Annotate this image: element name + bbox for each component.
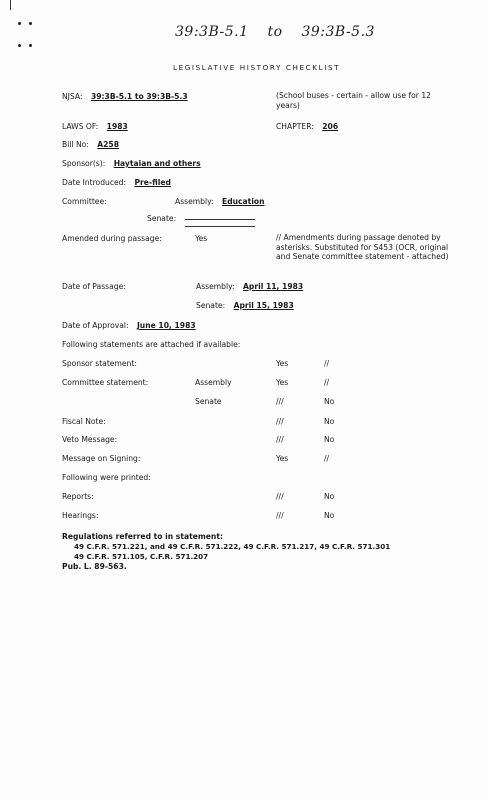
statement-label: Message on Signing: bbox=[62, 454, 141, 463]
sponsors-label: Sponsor(s): bbox=[62, 159, 106, 168]
chapter-value: 206 bbox=[322, 122, 339, 131]
committee-senate-underline bbox=[185, 221, 255, 229]
printed-heading: Following were printed: bbox=[62, 473, 151, 482]
statement-col2: // bbox=[324, 359, 330, 368]
handwritten-from: 39:3B-5.1 bbox=[175, 24, 249, 40]
chapter-label: CHAPTER: bbox=[276, 122, 314, 131]
subject-description: (School buses - certain - allow use for 12 years) bbox=[276, 91, 431, 110]
njsa-value: 39:3B-5.1 to 39:3B-5.3 bbox=[90, 92, 188, 101]
statement-col1: Yes bbox=[276, 454, 289, 463]
committee-assembly-row bbox=[175, 198, 265, 206]
amended-value: Yes bbox=[195, 234, 208, 243]
statement-col1: /// bbox=[276, 417, 284, 426]
statement-col2: // bbox=[324, 454, 330, 463]
passage-senate-row bbox=[196, 302, 294, 310]
statement-sub: Assembly bbox=[195, 378, 232, 387]
passage-assembly-label: Assembly: bbox=[196, 282, 235, 291]
passage-senate-label: Senate: bbox=[196, 301, 226, 310]
statement-col2: No bbox=[324, 417, 335, 426]
scan-dot bbox=[29, 22, 32, 25]
njsa-row bbox=[62, 93, 188, 101]
date-introduced-label: Date Introduced: bbox=[62, 178, 127, 187]
page-title: LEGISLATIVE HISTORY CHECKLIST bbox=[173, 63, 341, 72]
printed-label: Hearings: bbox=[62, 511, 99, 520]
sponsors-row bbox=[62, 160, 201, 168]
date-of-approval-value: June 10, 1983 bbox=[136, 321, 196, 330]
printed-col1: /// bbox=[276, 511, 284, 520]
date-of-passage-label: Date of Passage: bbox=[62, 282, 126, 291]
bill-no-value: A258 bbox=[97, 140, 119, 149]
sponsors-value: Haytaian and others bbox=[113, 159, 201, 168]
handwritten-to-word: to bbox=[267, 24, 283, 40]
printed-col2: No bbox=[324, 492, 335, 501]
scan-dot bbox=[18, 22, 21, 25]
statement-col2: // bbox=[324, 378, 330, 387]
committee-label: Committee: bbox=[62, 197, 107, 206]
date-of-approval-label: Date of Approval: bbox=[62, 321, 129, 330]
statement-label: Veto Message: bbox=[62, 435, 118, 444]
passage-assembly-row bbox=[196, 283, 303, 291]
committee-assembly-label: Assembly: bbox=[175, 197, 214, 206]
statement-col1: Yes bbox=[276, 359, 289, 368]
laws-of-value: 1983 bbox=[106, 122, 128, 131]
scan-mark-line bbox=[10, 0, 11, 10]
handwritten-to: 39:3B-5.3 bbox=[301, 24, 375, 40]
njsa-label: NJSA: bbox=[62, 92, 83, 101]
printed-label: Reports: bbox=[62, 492, 94, 501]
statement-col2: No bbox=[324, 397, 335, 406]
statement-col1: /// bbox=[276, 397, 284, 406]
committee-senate-label: Senate: bbox=[147, 214, 177, 223]
regulations-line: 49 C.F.R. 571.221, and 49 C.F.R. 571.222, 49 C.F.R. 571.217, 49 C.F.R. 571.301 bbox=[74, 542, 391, 551]
passage-senate-value: April 15, 1983 bbox=[233, 301, 294, 310]
laws-of-row bbox=[62, 123, 128, 131]
date-introduced-value: Pre-filed bbox=[134, 178, 171, 187]
scan-dot bbox=[18, 44, 21, 47]
regulations-line: Pub. L. 89-563. bbox=[62, 562, 127, 571]
statement-col2: No bbox=[324, 435, 335, 444]
scan-dot bbox=[29, 44, 32, 47]
statement-label: Committee statement: bbox=[62, 378, 149, 387]
statement-sub: Senate bbox=[195, 397, 222, 406]
date-introduced-row bbox=[62, 179, 171, 187]
printed-col2: No bbox=[324, 511, 335, 520]
amended-label: Amended during passage: bbox=[62, 234, 162, 243]
regulations-line: 49 C.F.R. 571.105, C.F.R. 571.207 bbox=[74, 552, 209, 561]
statement-label: Fiscal Note: bbox=[62, 417, 106, 426]
blank-underline bbox=[185, 226, 255, 227]
attached-heading: Following statements are attached if available: bbox=[62, 340, 241, 349]
committee-assembly-value: Education bbox=[222, 197, 265, 206]
printed-col1: /// bbox=[276, 492, 284, 501]
statement-col1: /// bbox=[276, 435, 284, 444]
passage-assembly-value: April 11, 1983 bbox=[243, 282, 304, 291]
regulations-heading: Regulations referred to in statement: bbox=[62, 532, 223, 541]
statement-col1: Yes bbox=[276, 378, 289, 387]
bill-no-row bbox=[62, 141, 119, 149]
bill-no-label: Bill No: bbox=[62, 140, 89, 149]
date-of-approval-row bbox=[62, 322, 196, 330]
committee-senate-blank bbox=[185, 219, 255, 220]
handwritten-section-range bbox=[175, 25, 375, 39]
statement-label: Sponsor statement: bbox=[62, 359, 137, 368]
amended-note: // Amendments during passage denoted by asterisks. Substituted for S453 (OCR, original and Senate committee statement - attached) bbox=[276, 233, 449, 262]
laws-of-label: LAWS OF: bbox=[62, 122, 99, 131]
chapter-row bbox=[276, 123, 338, 131]
